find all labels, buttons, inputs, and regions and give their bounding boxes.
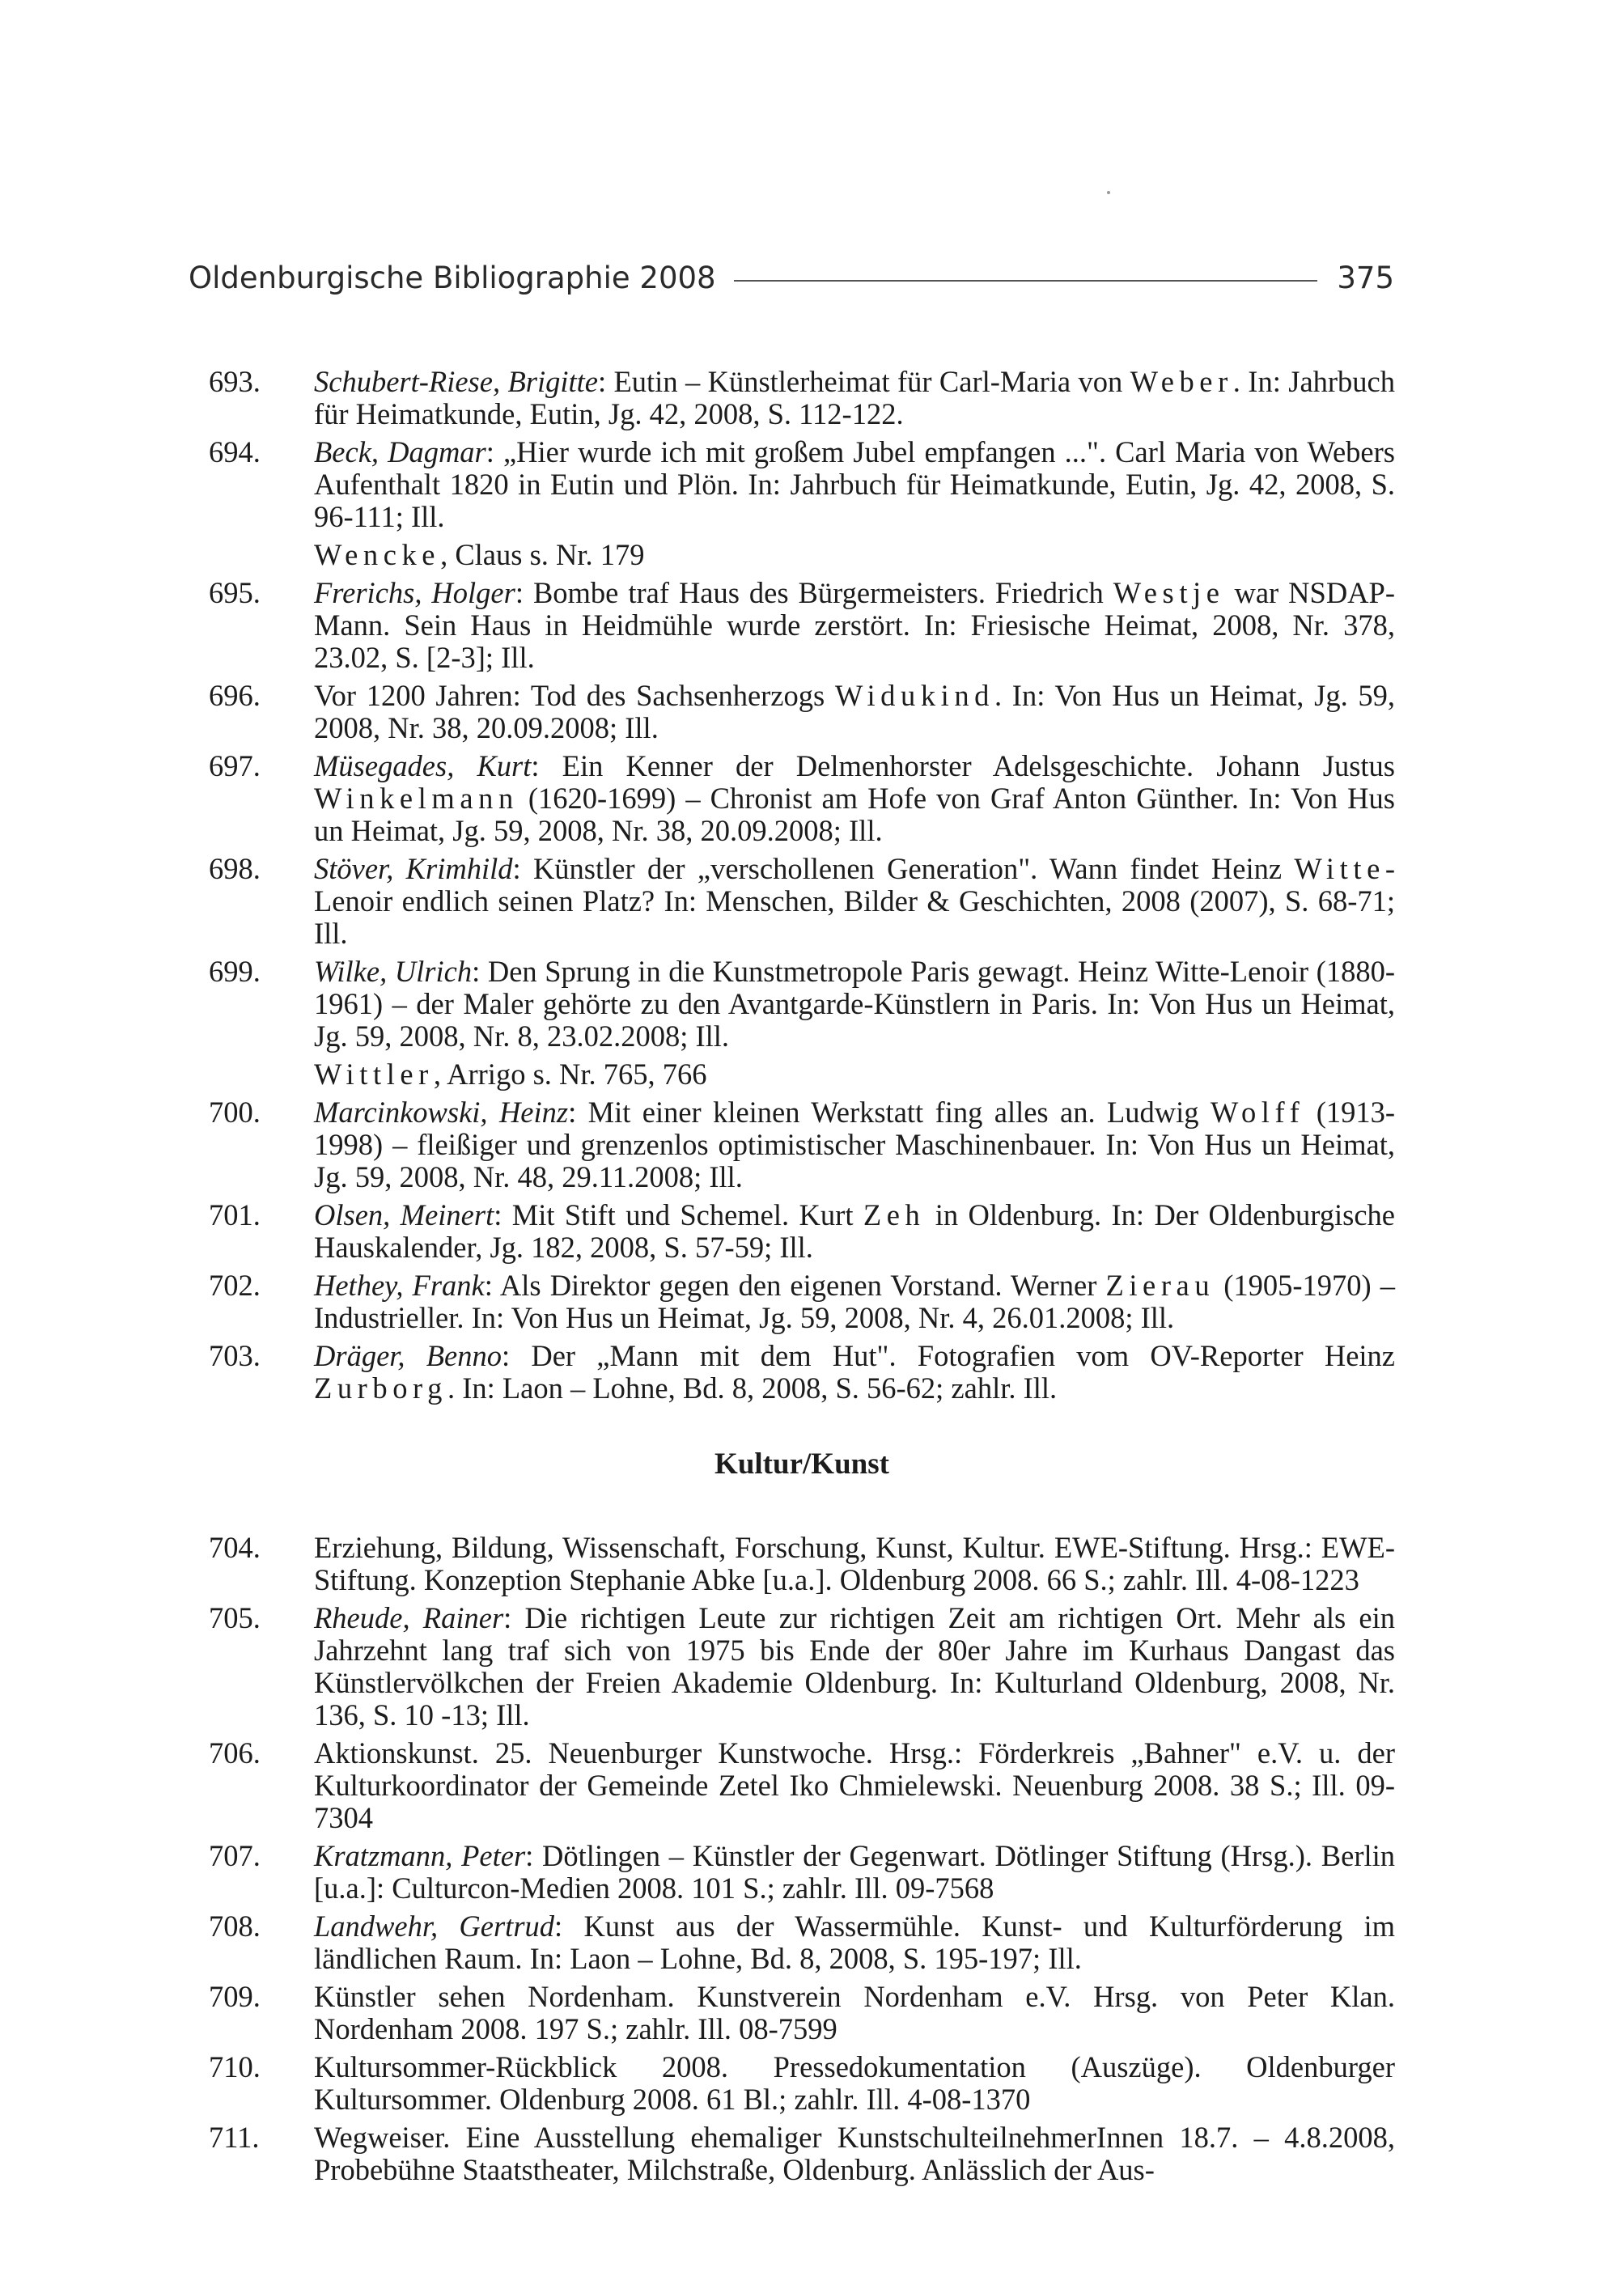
entry-description: : Künstler der „verschollenen Generation". Wann findet Heinz (512, 852, 1295, 885)
entry-author: Rheude, Rainer (314, 1601, 504, 1634)
bibliography-entry (209, 1981, 1395, 2045)
bibliography-entry (209, 1602, 1395, 1731)
entry-source: (1913-1998) – fleißiger und grenzenlos optimistischer Maschinenbauer. In: Von Hus un Heimat, Jg. 59, 2008, Nr. 48, 29.11.2008; Ill. (314, 1096, 1396, 1193)
entry-source: . In: Jahrbuch für Heimatkunde, Eutin, Jg. 42, 2008, S. 112-122. (314, 365, 1395, 430)
entry-list-kultur-kunst (209, 1532, 1395, 2186)
running-header (189, 261, 1394, 295)
entry-text (314, 577, 1395, 674)
entry-description: : Mit Stift und Schemel. Kurt (494, 1198, 863, 1231)
entry-text (314, 2051, 1395, 2116)
entry-description: : Die richtigen Leute zur richtigen Zeit am richtigen Ort. Mehr als ein Jahrzehnt lang traf sich von 1975 bis Ende der 80er Jahre im Kurhaus Dangast das Künstlervölkchen der Freien Akademie Oldenburg. In: Kulturland Oldenburg, 2008, Nr. 136, S. 10 -13; Ill. (314, 1601, 1395, 1731)
entry-text (314, 853, 1395, 950)
entry-author: Marcinkowski, Heinz (314, 1096, 569, 1129)
entry-text (314, 1199, 1395, 1264)
entry-source: (1620-1699) – Chronist am Hofe von Graf Anton Günther. In: Von Hus un Heimat, Jg. 59, 2008, Nr. 38, 20.09.2008; Ill. (314, 782, 1395, 847)
entry-text (314, 2121, 1395, 2186)
entry-author: Frerichs, Holger (314, 576, 515, 609)
entry-author: Müsegades, Kurt (314, 749, 532, 782)
bibliography-entry (209, 680, 1395, 744)
bibliography-entry (209, 436, 1395, 533)
header-title: Oldenburgische Bibliographie 2008 (189, 261, 716, 295)
reference-text: , Arrigo s. Nr. 765, 766 (433, 1057, 707, 1091)
entry-text (314, 1737, 1395, 1834)
entry-description: : Mit einer kleinen Werkstatt fing alles an. Ludwig (568, 1096, 1211, 1129)
entry-text (314, 366, 1395, 430)
reference-text: , Claus s. Nr. 179 (440, 538, 645, 571)
entry-author: Stöver, Krimhild (314, 852, 513, 885)
entry-number: 701. (209, 1198, 261, 1231)
entry-number: 699. (209, 955, 261, 988)
entry-source: . In: Laon – Lohne, Bd. 8, 2008, S. 56-62; zahlr. Ill. (447, 1371, 1058, 1405)
bibliography-entry (209, 366, 1395, 430)
entry-list-biographies (209, 366, 1395, 1405)
cross-reference (314, 1058, 1395, 1091)
entry-source: (1905-1970) – Industrieller. In: Von Hus un Heimat, Jg. 59, 2008, Nr. 4, 26.01.2008; Ill. (314, 1269, 1395, 1334)
entry-text (314, 436, 1395, 533)
entry-description: : Ein Kenner der Delmenhorster Adelsgeschichte. Johann Justus (531, 749, 1395, 782)
bibliography-entry (209, 750, 1395, 847)
entry-source: war NSDAP-Mann. Sein Haus in Heidmühle wurde zerstört. In: Friesische Heimat, 2008, Nr. 378, 23.02, S. [2-3]; Ill. (314, 576, 1395, 674)
entry-text (314, 1532, 1395, 1596)
entry-source: -Lenoir endlich seinen Platz? In: Menschen, Bilder & Geschichten, 2008 (2007), S. 68-71; Ill. (314, 852, 1395, 950)
spaced-name: Widukind (834, 679, 994, 712)
bibliography-entry (209, 1737, 1395, 1834)
entry-text (314, 956, 1395, 1053)
entry-number: 694. (209, 435, 261, 468)
bibliography-entry (209, 2121, 1395, 2186)
entry-text (314, 1840, 1395, 1905)
spaced-name: Zierau (1105, 1269, 1215, 1302)
entry-number: 710. (209, 2050, 261, 2083)
entry-number: 693. (209, 365, 261, 398)
entry-description: : Den Sprung in die Kunstmetropole Paris gewagt. Heinz Witte-Lenoir (1880-1961) – der Maler gehörte zu den Avantgarde-Künstlern in Paris. In: Von Hus un Heimat, Jg. 59, 2008, Nr. 8, 23.02.2008; Ill. (314, 955, 1395, 1053)
bibliography-entry (209, 1532, 1395, 1596)
entry-number: 708. (209, 1909, 261, 1943)
entry-number: 705. (209, 1601, 261, 1634)
entry-author: Hethey, Frank (314, 1269, 485, 1302)
spaced-name: Wencke (314, 538, 441, 571)
entry-author: Kratzmann, Peter (314, 1839, 526, 1872)
bibliography-entry (209, 1269, 1395, 1334)
entry-title: Erziehung, Bildung, Wissenschaft, Forschung, Kunst, Kultur. EWE-Stiftung. Hrsg.: EWE-Stiftung. Konzeption Stephanie Abke [u.a.]. Oldenburg 2008. 66 S.; zahlr. Ill. 4-08-1223 (314, 1531, 1395, 1596)
entry-description: : Als Direktor gegen den eigenen Vorstand. Werner (484, 1269, 1106, 1302)
entry-title: Künstler sehen Nordenham. Kunstverein Nordenham e.V. Hrsg. von Peter Klan. Nordenham 2008. 197 S.; zahlr. Ill. 08-7599 (314, 1980, 1395, 2045)
entry-text (314, 1340, 1395, 1405)
bibliography-entry (209, 1340, 1395, 1405)
entry-number: 704. (209, 1531, 261, 1564)
entry-description: : Eutin – Künstlerheimat für Carl-Maria von (597, 365, 1130, 398)
bibliography-body (209, 366, 1395, 2192)
entry-description: : Kunst aus der Wassermühle. Kunst- und Kulturförderung im ländlichen Raum. In: Laon – Lohne, Bd. 8, 2008, S. 195-197; Ill. (314, 1909, 1395, 1975)
entry-text (314, 1269, 1395, 1334)
bibliography-entry (209, 1840, 1395, 1905)
bibliography-entry (209, 2051, 1395, 2116)
entry-number: 696. (209, 679, 261, 712)
entry-text (314, 1910, 1395, 1975)
entry-author: Olsen, Meinert (314, 1198, 494, 1231)
bibliography-entry (209, 1910, 1395, 1975)
entry-text (314, 1096, 1395, 1193)
entry-number: 695. (209, 576, 261, 609)
spaced-name: Weber (1130, 365, 1233, 398)
entry-title: Kultursommer-Rückblick 2008. Pressedokumentation (Auszüge). Oldenburger Kultursommer. Oldenburg 2008. 61 Bl.; zahlr. Ill. 4-08-1370 (314, 2050, 1395, 2116)
entry-author: Landwehr, Gertrud (314, 1909, 555, 1943)
entry-description: : Bombe traf Haus des Bürgermeisters. Friedrich (515, 576, 1113, 609)
entry-title: Vor 1200 Jahren: Tod des Sachsenherzogs (314, 679, 835, 712)
entry-description: : „Hier wurde ich mit großem Jubel empfangen ...". Carl Maria von Webers Aufenthalt 1820 in Eutin und Plön. In: Jahrbuch für Heimatkunde, Eutin, Jg. 42, 2008, S. 96-111; Ill. (314, 435, 1395, 533)
spaced-name: Westje (1113, 576, 1225, 609)
entry-number: 706. (209, 1736, 261, 1770)
entry-text (314, 1981, 1395, 2045)
entry-number: 698. (209, 852, 261, 885)
entry-description: : Der „Mann mit dem Hut". Fotografien vom OV-Reporter Heinz (502, 1339, 1395, 1372)
entry-number: 711. (209, 2121, 260, 2154)
entry-number: 707. (209, 1839, 261, 1872)
header-rule (734, 280, 1318, 282)
stray-mark (1107, 191, 1110, 194)
entry-title: Wegweiser. Eine Ausstellung ehemaliger KunstschulteilnehmerInnen 18.7. – 4.8.2008, Probebühne Staatstheater, Milchstraße, Oldenburg. Anlässlich der Aus- (314, 2121, 1395, 2186)
entry-title: Aktionskunst. 25. Neuenburger Kunstwoche. Hrsg.: Förderkreis „Bahner" e.V. u. der Kulturkoordinator der Gemeinde Zetel Iko Chmielewski. Neuenburg 2008. 38 S.; Ill. 09-7304 (314, 1736, 1395, 1834)
entry-author: Wilke, Ulrich (314, 955, 473, 988)
spaced-name: Zeh (863, 1198, 926, 1231)
entry-author: Beck, Dagmar (314, 435, 486, 468)
entry-author: Schubert-Riese, Brigitte (314, 365, 598, 398)
spaced-name: Witte (1294, 852, 1385, 885)
section-heading: Kultur/Kunst (714, 1447, 889, 1481)
entry-number: 709. (209, 1980, 261, 2013)
bibliography-entry (209, 853, 1395, 950)
entry-author: Dräger, Benno (314, 1339, 502, 1372)
entry-number: 697. (209, 749, 261, 782)
spaced-name: Wittler (314, 1057, 434, 1091)
spaced-name: Winkelmann (314, 782, 519, 815)
entry-text (314, 1602, 1395, 1731)
entry-text (314, 680, 1395, 744)
entry-text (314, 750, 1395, 847)
entry-source: . In: Von Hus un Heimat, Jg. 59, 2008, Nr. 38, 20.09.2008; Ill. (314, 679, 1395, 744)
entry-number: 700. (209, 1096, 261, 1129)
bibliography-entry (209, 1096, 1395, 1193)
bibliography-entry (209, 956, 1395, 1053)
bibliography-entry (209, 1199, 1395, 1264)
spaced-name: Zurborg (314, 1371, 447, 1405)
spaced-name: Wolff (1210, 1096, 1305, 1129)
entry-source: in Oldenburg. In: Der Oldenburgische Hauskalender, Jg. 182, 2008, S. 57-59; Ill. (314, 1198, 1395, 1264)
bibliography-entry (209, 577, 1395, 674)
cross-reference (314, 539, 1395, 571)
entry-description: : Dötlingen – Künstler der Gegenwart. Dötlinger Stiftung (Hrsg.). Berlin [u.a.]: Culturcon-Medien 2008. 101 S.; zahlr. Ill. 09-7568 (314, 1839, 1396, 1905)
entry-number: 703. (209, 1339, 261, 1372)
entry-number: 702. (209, 1269, 261, 1302)
page-number: 375 (1337, 261, 1394, 295)
